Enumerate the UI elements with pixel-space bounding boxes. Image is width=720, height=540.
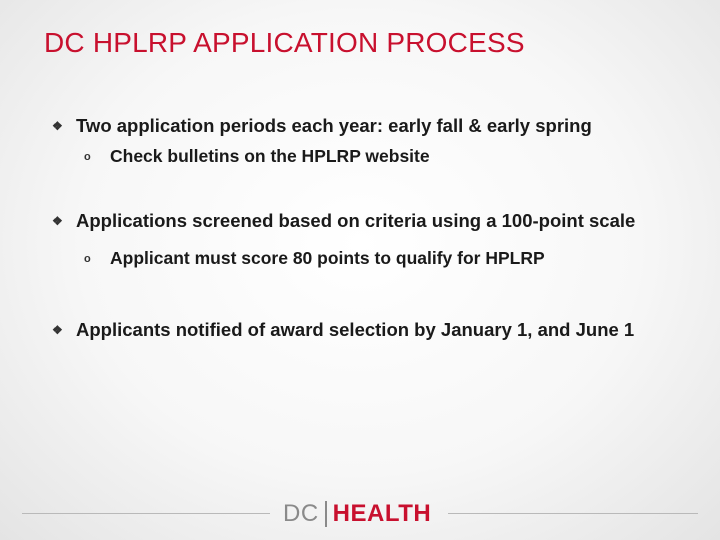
diamond-bullet-icon: ❖ [52, 119, 63, 133]
dc-health-logo [283, 499, 431, 529]
diamond-bullet-icon: ❖ [52, 214, 63, 228]
bullet-screening-criteria [52, 210, 635, 232]
logo-dc-text: DC [283, 500, 319, 527]
sub-bullet-minimum-score [84, 248, 545, 269]
slide-title: DC HPLRP APPLICATION PROCESS [44, 27, 525, 58]
bullet-text: Applicants notified of award selection by January 1, and June 1 [76, 319, 635, 340]
logo-separator [325, 501, 327, 527]
circle-bullet-icon: o [84, 252, 91, 265]
bullet-award-notification [52, 319, 634, 341]
logo-health-text: HEALTH [332, 500, 432, 527]
bullet-application-periods [52, 115, 592, 137]
bullet-text: Applications screened based on criteria using a 100-point scale [76, 210, 636, 231]
footer-divider-right [448, 513, 698, 514]
diamond-bullet-icon: ❖ [52, 323, 63, 337]
circle-bullet-icon: o [84, 150, 91, 163]
sub-bullet-check-bulletins [84, 146, 430, 167]
sub-bullet-text: Check bulletins on the HPLRP website [110, 146, 430, 166]
bullet-text: Two application periods each year: early fall & early spring [76, 115, 592, 136]
footer-divider-left [22, 513, 270, 514]
sub-bullet-text: Applicant must score 80 points to qualify for HPLRP [110, 248, 545, 268]
